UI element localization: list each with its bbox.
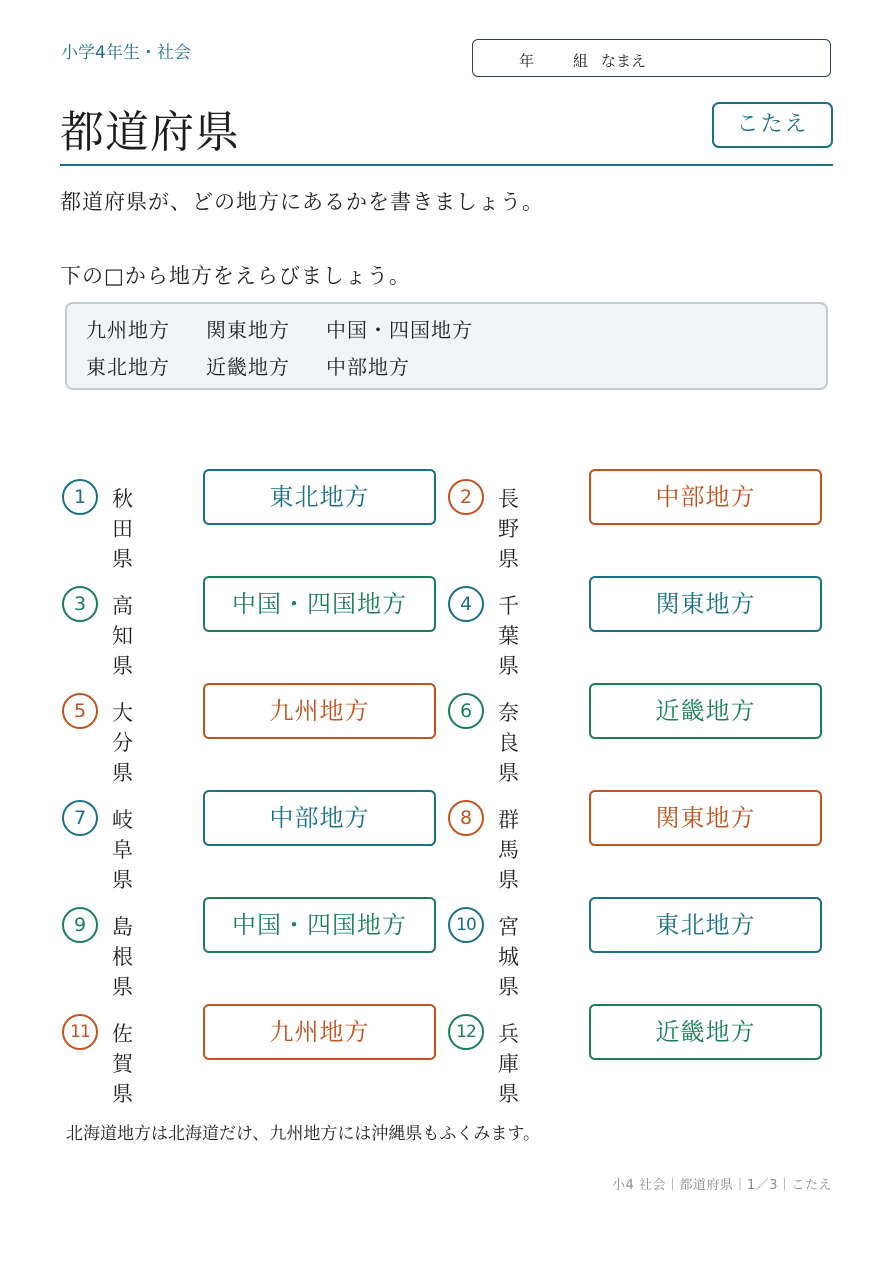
prefecture-name: 兵庫県 <box>498 1022 519 1106</box>
question-number: 10 <box>448 907 484 943</box>
year-label: 年 <box>519 52 535 70</box>
prefecture-name: 高知県 <box>112 594 133 678</box>
answer-box[interactable]: 関東地方 <box>589 576 822 632</box>
prefecture-name: 宮城県 <box>498 915 519 999</box>
page-title: 都道府県 <box>60 107 240 158</box>
prefecture-name: 大分県 <box>112 701 133 785</box>
answer-box[interactable]: 東北地方 <box>203 469 436 525</box>
question-number: 9 <box>62 907 98 943</box>
answer-box[interactable]: 九州地方 <box>203 683 436 739</box>
class-label: 組 <box>573 52 589 70</box>
question-number: 4 <box>448 586 484 622</box>
choice-item: 中国・四国地方 <box>326 318 473 342</box>
choice-item: 東北地方 <box>86 355 170 379</box>
prefecture-name: 長野県 <box>498 487 519 571</box>
prefecture-name: 千葉県 <box>498 594 519 678</box>
answer-box[interactable]: 中国・四国地方 <box>203 576 436 632</box>
page-footer: 小4 社会｜都道府県｜1／3｜こたえ <box>612 1178 832 1193</box>
answer-box[interactable]: 近畿地方 <box>589 683 822 739</box>
question-number: 3 <box>62 586 98 622</box>
answer-box[interactable]: 九州地方 <box>203 1004 436 1060</box>
prefecture-name: 島根県 <box>112 915 133 999</box>
choice-item: 関東地方 <box>206 318 290 342</box>
answer-box[interactable]: 東北地方 <box>589 897 822 953</box>
prefecture-name: 群馬県 <box>498 808 519 892</box>
question-number: 5 <box>62 693 98 729</box>
prefecture-name: 奈良県 <box>498 701 519 785</box>
answer-box[interactable]: 中国・四国地方 <box>203 897 436 953</box>
name-box[interactable] <box>472 39 831 77</box>
choice-item: 中部地方 <box>326 355 410 379</box>
note-text: 北海道地方は北海道だけ、九州地方には沖縄県もふくみます。 <box>66 1124 540 1144</box>
choice-item: 九州地方 <box>86 318 170 342</box>
answer-box[interactable]: 近畿地方 <box>589 1004 822 1060</box>
answer-badge: こたえ <box>712 102 833 148</box>
choice-box <box>65 302 828 390</box>
answer-box[interactable]: 中部地方 <box>203 790 436 846</box>
prefecture-name: 岐阜県 <box>112 808 133 892</box>
answer-box[interactable]: 関東地方 <box>589 790 822 846</box>
answer-box[interactable]: 中部地方 <box>589 469 822 525</box>
title-divider <box>60 164 833 166</box>
subject-label: 小学4年生・社会 <box>61 43 191 63</box>
choice-item: 近畿地方 <box>206 355 290 379</box>
question-number: 1 <box>62 479 98 515</box>
instruction-1: 都道府県が、どの地方にあるかを書きましょう。 <box>60 190 544 214</box>
question-number: 7 <box>62 800 98 836</box>
question-number: 2 <box>448 479 484 515</box>
question-number: 11 <box>62 1014 98 1050</box>
prefecture-name: 秋田県 <box>112 487 133 571</box>
prefecture-name: 佐賀県 <box>112 1022 133 1106</box>
name-label: なまえ <box>601 52 647 70</box>
question-number: 8 <box>448 800 484 836</box>
instruction-2: 下の□から地方をえらびましょう。 <box>60 264 411 288</box>
question-number: 12 <box>448 1014 484 1050</box>
question-number: 6 <box>448 693 484 729</box>
